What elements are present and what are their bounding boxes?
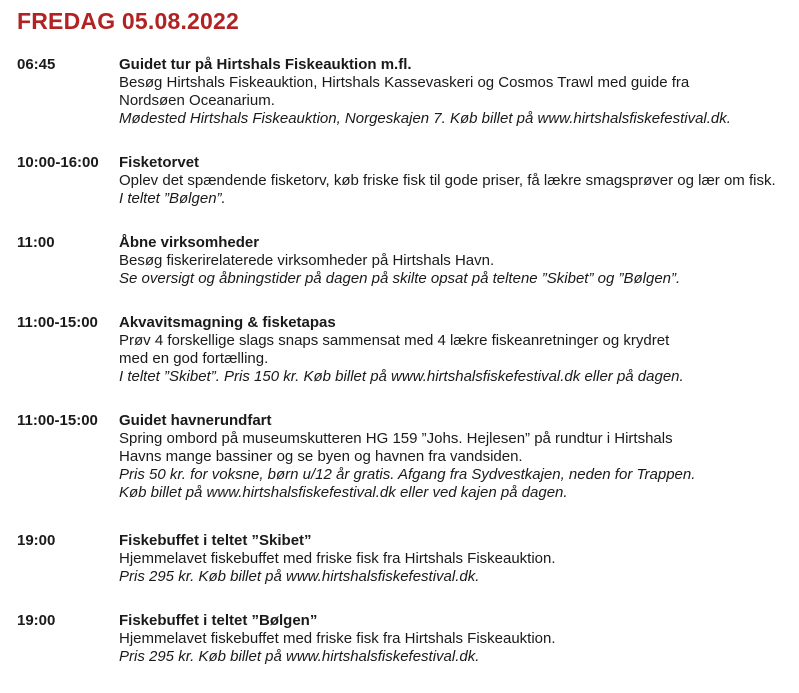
event-description-line: Oplev det spændende fisketorv, køb friske fisk til gode priser, få lækre smagsprøver og lær om fisk. bbox=[119, 172, 776, 189]
event-info-line: Pris 295 kr. Køb billet på www.hirtshalsfiskefestival.dk. bbox=[119, 568, 480, 585]
event-time: 19:00 bbox=[17, 532, 56, 549]
event-description-line: Havns mange bassiner og se byen og havnen fra vandsiden. bbox=[119, 448, 523, 465]
event-info-line: I teltet ”Skibet”. Pris 150 kr. Køb billet på www.hirtshalsfiskefestival.dk eller på dagen. bbox=[119, 368, 684, 385]
event-time: 11:00-15:00 bbox=[17, 412, 98, 429]
event-description-line: Besøg Hirtshals Fiskeauktion, Hirtshals Kassevaskeri og Cosmos Trawl med guide fra bbox=[119, 74, 690, 91]
event-description-line: Prøv 4 forskellige slags snaps sammensat med 4 lækre fiskeanretninger og krydret bbox=[119, 332, 670, 349]
event-time: 10:00-16:00 bbox=[17, 154, 99, 171]
event-info-line: Mødested Hirtshals Fiskeauktion, Norgeskajen 7. Køb billet på www.hirtshalsfiskefestival.dk. bbox=[119, 110, 731, 127]
event-info-line: Køb billet på www.hirtshalsfiskefestival.dk eller ved kajen på dagen. bbox=[119, 484, 568, 501]
event-details bbox=[119, 234, 789, 288]
event-description-line: Spring ombord på museumskutteren HG 159 ”Johs. Hejlesen” på rundtur i Hirtshals bbox=[119, 430, 673, 447]
event-description-line: Hjemmelavet fiskebuffet med friske fisk fra Hirtshals Fiskeauktion. bbox=[119, 550, 556, 567]
event-time: 06:45 bbox=[17, 56, 56, 73]
event-heading: Akvavitsmagning & fisketapas bbox=[119, 314, 336, 331]
event-details bbox=[119, 412, 789, 502]
event-time: 19:00 bbox=[17, 612, 56, 629]
event-details bbox=[119, 532, 789, 586]
event-time: 11:00-15:00 bbox=[17, 314, 98, 331]
event-details bbox=[119, 56, 789, 128]
event-heading: Fiskebuffet i teltet ”Bølgen” bbox=[119, 612, 318, 629]
event-description-line: med en god fortælling. bbox=[119, 350, 269, 367]
event-heading: Åbne virksomheder bbox=[119, 234, 260, 251]
event-description-line: Hjemmelavet fiskebuffet med friske fisk fra Hirtshals Fiskeauktion. bbox=[119, 630, 556, 647]
event-info-line: Pris 50 kr. for voksne, børn u/12 år gratis. Afgang fra Sydvestkajen, neden for Trappen. bbox=[119, 466, 696, 483]
event-heading: Guidet tur på Hirtshals Fiskeauktion m.fl. bbox=[119, 56, 412, 73]
event-time: 11:00 bbox=[17, 234, 55, 251]
event-heading: Fisketorvet bbox=[119, 154, 200, 171]
event-info-line: I teltet ”Bølgen”. bbox=[119, 190, 226, 207]
event-description-line: Nordsøen Oceanarium. bbox=[119, 92, 275, 109]
event-heading: Guidet havnerundfart bbox=[119, 412, 272, 429]
event-details bbox=[119, 154, 789, 208]
event-description-line: Besøg fiskerirelaterede virksomheder på Hirtshals Havn. bbox=[119, 252, 495, 269]
event-info-line: Se oversigt og åbningstider på dagen på skilte opsat på teltene ”Skibet” og ”Bølgen”. bbox=[119, 270, 681, 287]
page-title: FREDAG 05.08.2022 bbox=[17, 8, 240, 34]
event-details bbox=[119, 314, 789, 386]
event-details bbox=[119, 612, 789, 666]
event-info-line: Pris 295 kr. Køb billet på www.hirtshalsfiskefestival.dk. bbox=[119, 648, 480, 665]
event-heading: Fiskebuffet i teltet ”Skibet” bbox=[119, 532, 312, 549]
